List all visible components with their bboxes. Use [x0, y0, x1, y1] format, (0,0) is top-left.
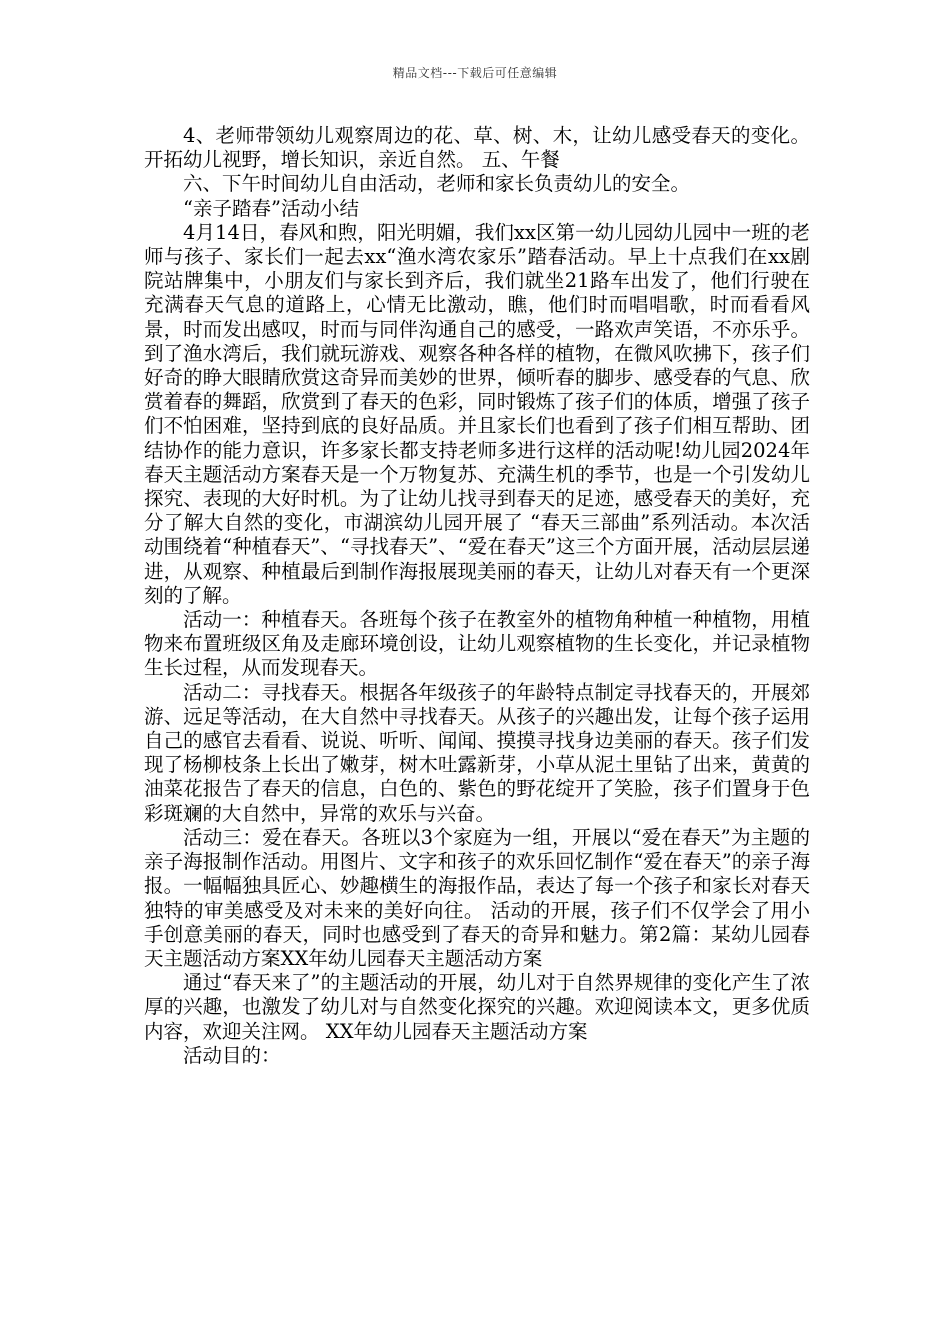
section-title-summary: “亲子踏春”活动小结: [183, 196, 359, 220]
page-header: 精品文档---下载后可任意编辑: [392, 66, 558, 80]
paragraph-activity-one: 活动一：种植春天。各班每个孩子在教室外的植物角种植一种植物，用植物来布置班级区角及走廊环境创设，让幼儿观察植物的生长变化，并记录植物生长过程，从而发现春天。: [144, 608, 810, 680]
paragraph-activity-three: 活动三：爱在春天。各班以3个家庭为一组，开展以“爱在春天”为主题的亲子海报制作活动。用图片、文字和孩子的欢乐回忆制作“爱在春天”的亲子海报。一幅幅独具匠心、妙趣横生的海报作品，表达了每一个孩子和家长对春天独特的审美感受及对未来的美好向往。 活动的开展，孩子们不仅学会了用小手创意美丽的春天，同时也感受到了春天的奇异和魅力。第2篇：某幼儿园春天主题活动方案XX年幼儿园春天主题活动方案: [144, 825, 810, 970]
paragraph-afternoon-activity: 六、下午时间幼儿自由活动，老师和家长负责幼儿的安全。: [183, 172, 691, 196]
document-body: [144, 124, 810, 1068]
paragraph-plan-intro: 通过“春天来了”的主题活动的开展，幼儿对于自然界规律的变化产生了浓厚的兴趣，也激发了幼儿对与自然变化探究的兴趣。欢迎阅读本文，更多优质内容，欢迎关注网。 XX年幼儿园春天主题活动方案: [144, 971, 810, 1043]
paragraph-observe-nature: 4、老师带领幼儿观察周边的花、草、树、木，让幼儿感受春天的变化。开拓幼儿视野，增长知识，亲近自然。 五、午餐: [144, 124, 810, 172]
paragraph-summary: 4月14日，春风和煦，阳光明媚，我们xx区第一幼儿园幼儿园中一班的老师与孩子、家长们一起去xx“渔水湾农家乐”踏春活动。早上十点我们在xx剧院站牌集中，小朋友们与家长到齐后，我们就坐21路车出发了，他们行驶在充满春天气息的道路上，心情无比激动，瞧，他们时而唱唱歌，时而看看风景，时而发出感叹，时而与同伴沟通自己的感受，一路欢声笑语，不亦乐乎。 到了渔水湾后，我们就玩游戏、观察各种各样的植物，在微风吹拂下，孩子们好奇的睁大眼睛欣赏这奇异而美妙的世界，倾听春的脚步、感受春的气息、欣赏着春的舞蹈，欣赏到了春天的色彩，同时锻炼了孩子们的体质，增强了孩子们不怕困难，坚持到底的良好品质。并且家长们也看到了孩子们相互帮助、团结协作的能力意识，许多家长都支持老师多进行这样的活动呢!幼儿园2024年春天主题活动方案春天是一个万物复苏、充满生机的季节，也是一个引发幼儿探究、表现的大好时机。为了让幼儿找寻到春天的足迹，感受春天的美好，充分了解大自然的变化，市湖滨幼儿园开展了 “春天三部曲”系列活动。本次活动围绕着“种植春天”、“寻找春天”、“爱在春天”这三个方面开展，活动层层递进，从观察、种植最后到制作海报展现美丽的春天，让幼儿对春天有一个更深刻的了解。: [144, 220, 810, 607]
paragraph-activity-two: 活动二：寻找春天。根据各年级孩子的年龄特点制定寻找春天的，开展郊游、远足等活动，在大自然中寻找春天。从孩子的兴趣出发，让每个孩子运用自己的感官去看看、说说、听听、闻闻、摸摸寻找身边美丽的春天。孩子们发现了杨柳枝条上长出了嫩芽，树木吐露新芽，小草从泥土里钻了出来，黄黄的油菜花报告了春天的信息，白色的、紫色的野花绽开了笑脸，孩子们置身于色彩斑斓的大自然中，异常的欢乐与兴奋。: [144, 680, 810, 825]
paragraph-purpose-heading: 活动目的：: [183, 1043, 281, 1067]
